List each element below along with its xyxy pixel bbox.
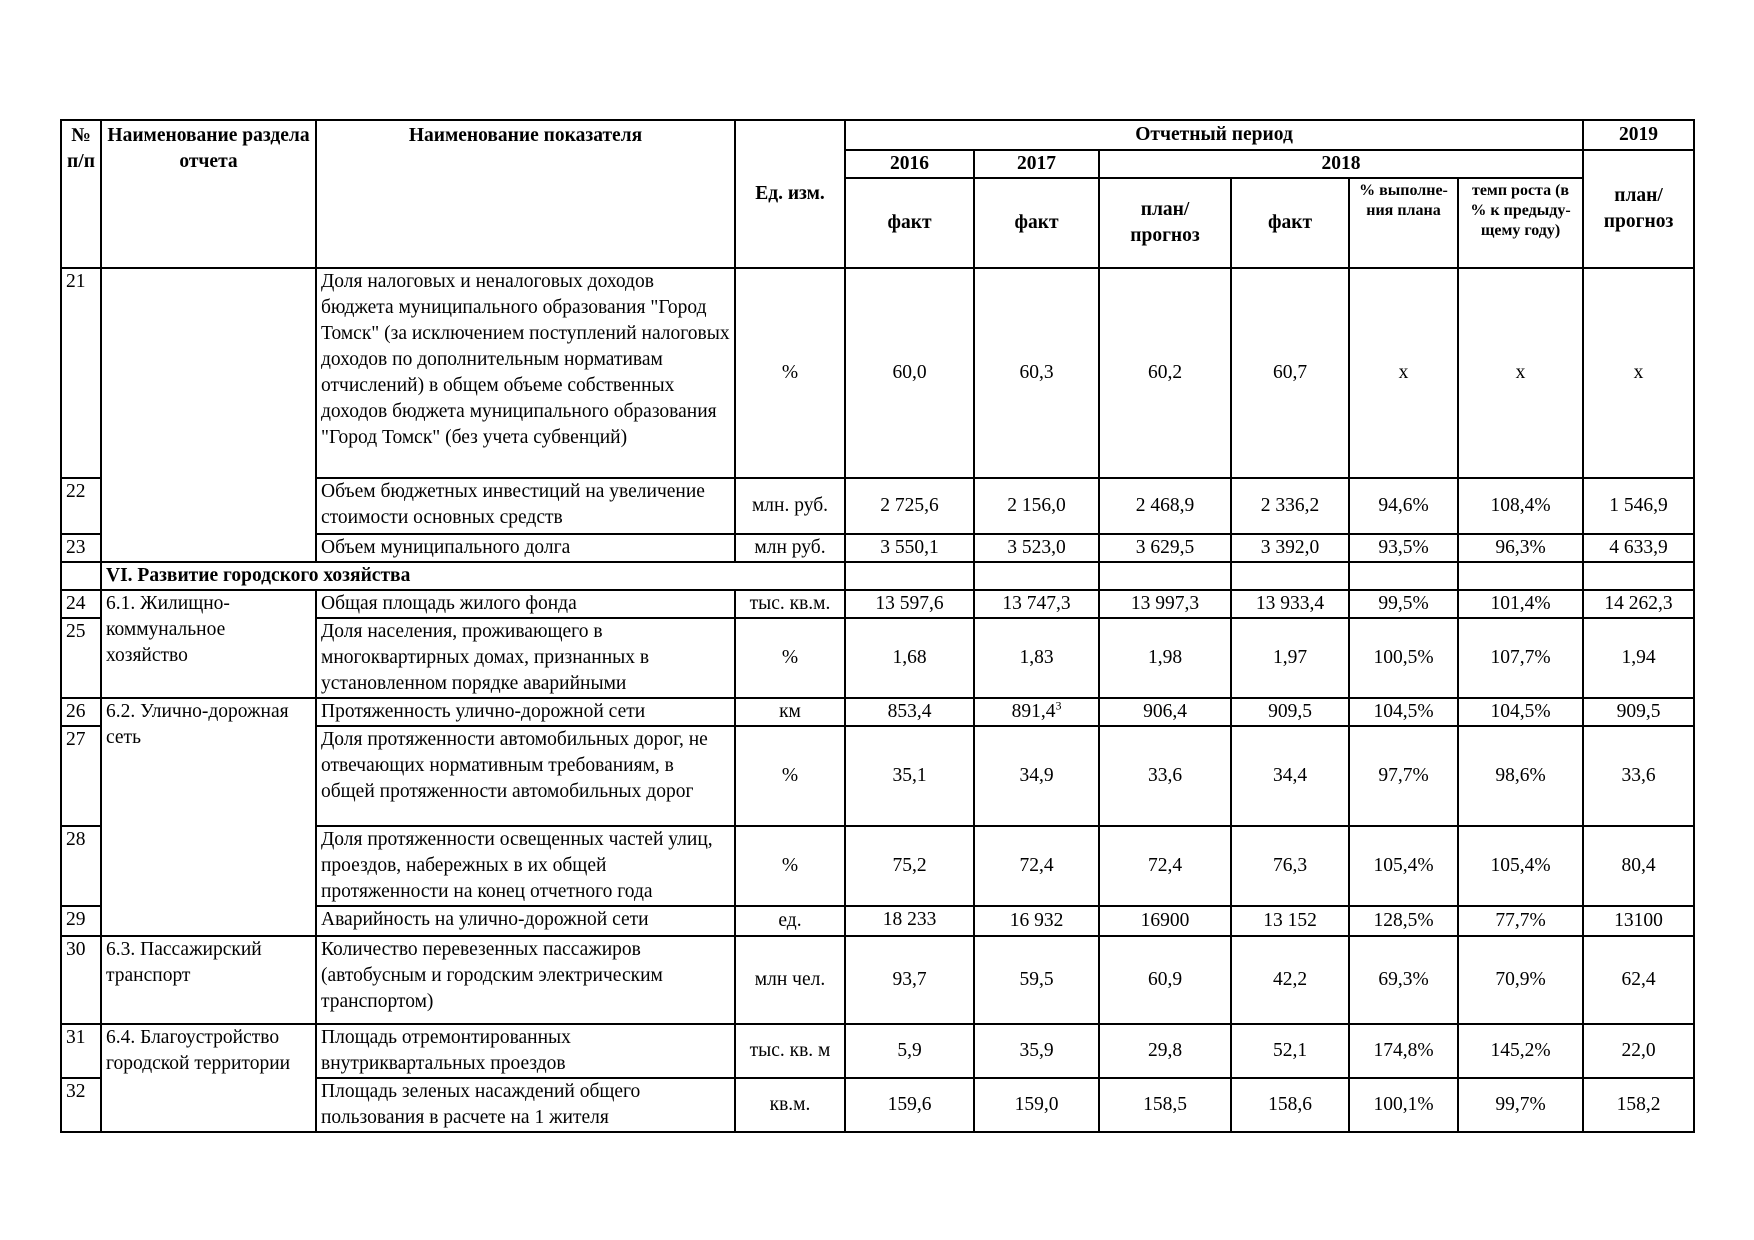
value-pct-plan: 128,5% bbox=[1349, 906, 1458, 936]
empty-cell bbox=[845, 562, 974, 590]
unit: млн руб. bbox=[735, 534, 845, 562]
unit: % bbox=[735, 826, 845, 906]
table-row bbox=[61, 936, 1694, 1024]
indicator-name: Доля протяженности автомобильных дорог, не отвечающих нормативным требованиям, в общей протяженности автомобильных дорог bbox=[316, 726, 735, 826]
value-2017-fact-text: 891,4 bbox=[1011, 701, 1056, 722]
value-pct-plan: 100,5% bbox=[1349, 618, 1458, 698]
value-2016-fact: 60,0 bbox=[845, 268, 974, 478]
value-2017-fact: 3 523,0 bbox=[974, 534, 1099, 562]
value-2018-fact: 1,97 bbox=[1231, 618, 1349, 698]
row-number: 26 bbox=[61, 698, 101, 726]
table-row bbox=[61, 268, 1694, 478]
unit: ед. bbox=[735, 906, 845, 936]
value-2018-plan: 906,4 bbox=[1099, 698, 1231, 726]
row-number: 27 bbox=[61, 726, 101, 826]
value-2016-fact: 93,7 bbox=[845, 936, 974, 1024]
value-2019-plan: 33,6 bbox=[1583, 726, 1694, 826]
header-plan-2019: план/ прогноз bbox=[1583, 150, 1694, 268]
value-2018-fact: 52,1 bbox=[1231, 1024, 1349, 1078]
value-2016-fact: 853,4 bbox=[845, 698, 974, 726]
value-2017-fact: 13 747,3 bbox=[974, 590, 1099, 618]
unit: тыс. кв.м. bbox=[735, 590, 845, 618]
subsection-name: 6.3. Пассажирский транспорт bbox=[101, 936, 316, 1024]
indicators-table bbox=[60, 119, 1695, 1133]
value-2018-plan: 29,8 bbox=[1099, 1024, 1231, 1078]
value-2016-fact: 159,6 bbox=[845, 1078, 974, 1132]
value-2018-plan: 3 629,5 bbox=[1099, 534, 1231, 562]
header-reporting-period: Отчетный период bbox=[845, 120, 1583, 150]
value-2017-fact: 16 932 bbox=[974, 906, 1099, 936]
unit: % bbox=[735, 268, 845, 478]
value-2016-fact: 13 597,6 bbox=[845, 590, 974, 618]
value-2017-fact: 59,5 bbox=[974, 936, 1099, 1024]
value-pct-plan: 104,5% bbox=[1349, 698, 1458, 726]
indicator-name: Доля налоговых и неналоговых доходов бюджета муниципального образования "Город Томск" (за исключением поступлений налоговых доходов по дополнительным нормативам отчислений) в общем объеме собственных доходов бюджета муниципального образования "Город Томск" (без учета субвенций) bbox=[316, 268, 735, 478]
row-number: 23 bbox=[61, 534, 101, 562]
value-2018-plan: 60,2 bbox=[1099, 268, 1231, 478]
value-growth: 99,7% bbox=[1458, 1078, 1583, 1132]
header-growth-rate: темп роста (в % к предыду-щему году) bbox=[1458, 178, 1583, 268]
value-growth: 104,5% bbox=[1458, 698, 1583, 726]
value-pct-plan: 100,1% bbox=[1349, 1078, 1458, 1132]
value-2019-plan: 4 633,9 bbox=[1583, 534, 1694, 562]
value-2019-plan: 22,0 bbox=[1583, 1024, 1694, 1078]
empty-cell bbox=[1583, 562, 1694, 590]
value-2018-fact: 909,5 bbox=[1231, 698, 1349, 726]
value-2016-fact: 5,9 bbox=[845, 1024, 974, 1078]
header-fact-2018: факт bbox=[1231, 178, 1349, 268]
value-2019-plan: 909,5 bbox=[1583, 698, 1694, 726]
value-2018-plan: 1,98 bbox=[1099, 618, 1231, 698]
value-2016-fact: 18 233 bbox=[845, 906, 974, 936]
value-growth: 105,4% bbox=[1458, 826, 1583, 906]
row-number: 21 bbox=[61, 268, 101, 478]
value-pct-plan: 97,7% bbox=[1349, 726, 1458, 826]
value-2018-plan: 13 997,3 bbox=[1099, 590, 1231, 618]
header-num: № п/п bbox=[61, 120, 101, 268]
value-2018-fact: 76,3 bbox=[1231, 826, 1349, 906]
value-2018-fact: 60,7 bbox=[1231, 268, 1349, 478]
value-pct-plan: 93,5% bbox=[1349, 534, 1458, 562]
indicator-name: Аварийность на улично-дорожной сети bbox=[316, 906, 735, 936]
value-2016-fact: 2 725,6 bbox=[845, 478, 974, 534]
header-plan-2018: план/ прогноз bbox=[1099, 178, 1231, 268]
value-2019-plan: 80,4 bbox=[1583, 826, 1694, 906]
value-pct-plan: 99,5% bbox=[1349, 590, 1458, 618]
section-title-row bbox=[61, 562, 1694, 590]
value-pct-plan: 105,4% bbox=[1349, 826, 1458, 906]
value-2018-plan: 33,6 bbox=[1099, 726, 1231, 826]
value-2017-fact: 35,9 bbox=[974, 1024, 1099, 1078]
value-2018-plan: 158,5 bbox=[1099, 1078, 1231, 1132]
value-2018-fact: 34,4 bbox=[1231, 726, 1349, 826]
unit: млн чел. bbox=[735, 936, 845, 1024]
subsection-name: 6.1. Жилищно-коммунальное хозяйство bbox=[101, 590, 316, 698]
value-2018-fact: 158,6 bbox=[1231, 1078, 1349, 1132]
empty-cell bbox=[1458, 562, 1583, 590]
value-2018-fact: 42,2 bbox=[1231, 936, 1349, 1024]
header-section: Наименование раздела отчета bbox=[101, 120, 316, 268]
value-2017-fact: 34,9 bbox=[974, 726, 1099, 826]
subsection-name: 6.2. Улично-дорожная сеть bbox=[101, 698, 316, 936]
value-2018-plan: 72,4 bbox=[1099, 826, 1231, 906]
value-2019-plan: 62,4 bbox=[1583, 936, 1694, 1024]
row-number: 25 bbox=[61, 618, 101, 698]
indicator-name: Площадь отремонтированных внутриквартальных проездов bbox=[316, 1024, 735, 1078]
row-number: 32 bbox=[61, 1078, 101, 1132]
indicator-name: Количество перевезенных пассажиров (автобусным и городским электрическим транспортом) bbox=[316, 936, 735, 1024]
empty-cell bbox=[1099, 562, 1231, 590]
unit: тыс. кв. м bbox=[735, 1024, 845, 1078]
section-title: VI. Развитие городского хозяйства bbox=[101, 562, 845, 590]
section-cell-empty bbox=[101, 268, 316, 562]
header-row bbox=[61, 120, 1694, 150]
value-2016-fact: 35,1 bbox=[845, 726, 974, 826]
table-row bbox=[61, 590, 1694, 618]
value-pct-plan: 174,8% bbox=[1349, 1024, 1458, 1078]
value-2016-fact: 3 550,1 bbox=[845, 534, 974, 562]
value-2017-fact: 72,4 bbox=[974, 826, 1099, 906]
value-2018-fact: 3 392,0 bbox=[1231, 534, 1349, 562]
value-2018-plan: 16900 bbox=[1099, 906, 1231, 936]
header-year-2018: 2018 bbox=[1099, 150, 1583, 178]
unit: % bbox=[735, 618, 845, 698]
value-2019-plan: 1,94 bbox=[1583, 618, 1694, 698]
row-number: 22 bbox=[61, 478, 101, 534]
value-2017-fact: 2 156,0 bbox=[974, 478, 1099, 534]
value-growth: 107,7% bbox=[1458, 618, 1583, 698]
header-fact-2016: факт bbox=[845, 178, 974, 268]
value-pct-plan: 69,3% bbox=[1349, 936, 1458, 1024]
value-2017-fact: 159,0 bbox=[974, 1078, 1099, 1132]
header-year-2019: 2019 bbox=[1583, 120, 1694, 150]
value-growth: 96,3% bbox=[1458, 534, 1583, 562]
subsection-name: 6.4. Благоустройство городской территории bbox=[101, 1024, 316, 1132]
row-number: 31 bbox=[61, 1024, 101, 1078]
value-2019-plan: 13100 bbox=[1583, 906, 1694, 936]
header-pct-plan: % выполне-ния плана bbox=[1349, 178, 1458, 268]
row-number: 29 bbox=[61, 906, 101, 936]
footnote-marker: 3 bbox=[1055, 698, 1062, 713]
value-growth: 70,9% bbox=[1458, 936, 1583, 1024]
value-growth: х bbox=[1458, 268, 1583, 478]
value-growth: 101,4% bbox=[1458, 590, 1583, 618]
header-fact-2017: факт bbox=[974, 178, 1099, 268]
value-2017-fact: 1,83 bbox=[974, 618, 1099, 698]
empty-cell bbox=[974, 562, 1099, 590]
row-number: 24 bbox=[61, 590, 101, 618]
value-growth: 108,4% bbox=[1458, 478, 1583, 534]
table-row bbox=[61, 698, 1694, 726]
value-2017-fact bbox=[974, 698, 1099, 726]
indicator-name: Доля протяженности освещенных частей улиц, проездов, набережных в их общей протяженности на конец отчетного года bbox=[316, 826, 735, 906]
value-2019-plan: 14 262,3 bbox=[1583, 590, 1694, 618]
indicator-name: Объем муниципального долга bbox=[316, 534, 735, 562]
value-pct-plan: х bbox=[1349, 268, 1458, 478]
value-2019-plan: 1 546,9 bbox=[1583, 478, 1694, 534]
row-number: 30 bbox=[61, 936, 101, 1024]
header-year-2017: 2017 bbox=[974, 150, 1099, 178]
unit: млн. руб. bbox=[735, 478, 845, 534]
value-2018-fact: 13 933,4 bbox=[1231, 590, 1349, 618]
value-2018-plan: 60,9 bbox=[1099, 936, 1231, 1024]
indicator-name: Общая площадь жилого фонда bbox=[316, 590, 735, 618]
value-2018-fact: 2 336,2 bbox=[1231, 478, 1349, 534]
header-unit: Ед. изм. bbox=[735, 120, 845, 268]
indicator-name: Площадь зеленых насаждений общего пользования в расчете на 1 жителя bbox=[316, 1078, 735, 1132]
row-number-empty bbox=[61, 562, 101, 590]
header-indicator: Наименование показателя bbox=[316, 120, 735, 268]
value-growth: 77,7% bbox=[1458, 906, 1583, 936]
indicator-name: Объем бюджетных инвестиций на увеличение стоимости основных средств bbox=[316, 478, 735, 534]
value-2019-plan: 158,2 bbox=[1583, 1078, 1694, 1132]
row-number: 28 bbox=[61, 826, 101, 906]
unit: км bbox=[735, 698, 845, 726]
empty-cell bbox=[1231, 562, 1349, 590]
empty-cell bbox=[1349, 562, 1458, 590]
unit: % bbox=[735, 726, 845, 826]
value-2019-plan: х bbox=[1583, 268, 1694, 478]
unit: кв.м. bbox=[735, 1078, 845, 1132]
value-growth: 145,2% bbox=[1458, 1024, 1583, 1078]
value-pct-plan: 94,6% bbox=[1349, 478, 1458, 534]
indicator-name: Протяженность улично-дорожной сети bbox=[316, 698, 735, 726]
header-year-2016: 2016 bbox=[845, 150, 974, 178]
value-2018-plan: 2 468,9 bbox=[1099, 478, 1231, 534]
value-2017-fact: 60,3 bbox=[974, 268, 1099, 478]
value-2016-fact: 1,68 bbox=[845, 618, 974, 698]
value-2018-fact: 13 152 bbox=[1231, 906, 1349, 936]
value-growth: 98,6% bbox=[1458, 726, 1583, 826]
indicator-name: Доля населения, проживающего в многоквартирных домах, признанных в установленном порядке аварийными bbox=[316, 618, 735, 698]
table-row bbox=[61, 1024, 1694, 1078]
value-2016-fact: 75,2 bbox=[845, 826, 974, 906]
